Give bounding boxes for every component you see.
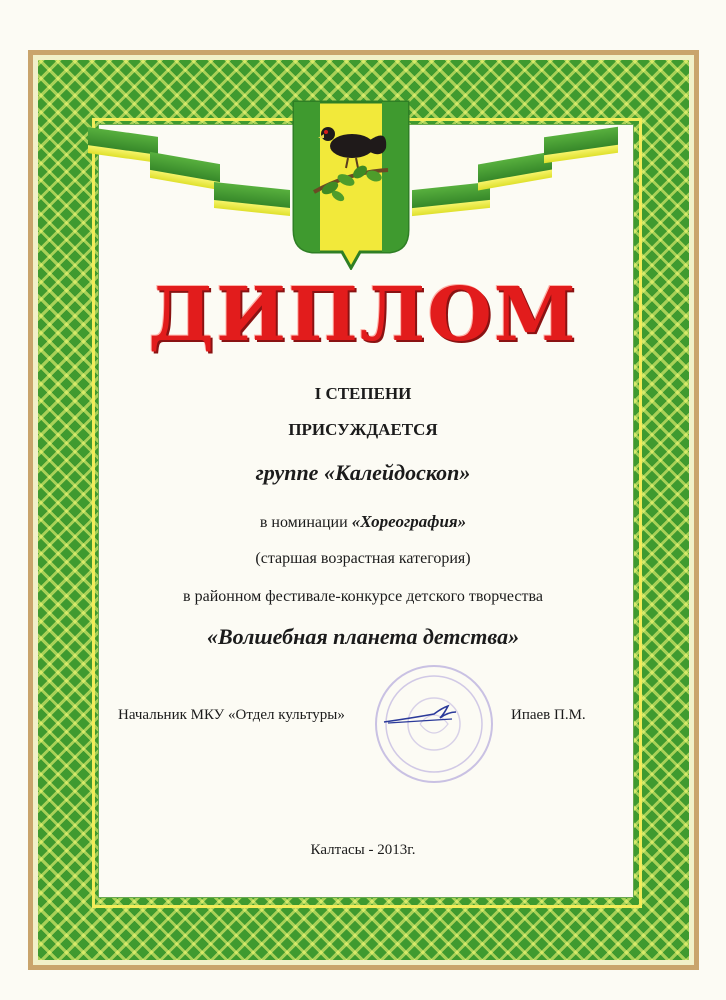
diploma-heading: ДИПЛОМ — [148, 272, 578, 358]
signatory-name: Ипаев П.М. — [511, 707, 586, 723]
degree-text: I СТЕПЕНИ — [314, 384, 412, 403]
coat-of-arms-icon — [290, 100, 412, 270]
recipient-text: группе «Калейдоскоп» — [255, 460, 471, 485]
event-line: в районном фестивале-конкурсе детского творчества — [183, 588, 543, 605]
place-date: Калтасы - 2013г. — [310, 842, 416, 858]
category-text: (старшая возрастная категория) — [255, 550, 471, 567]
nomination-name: «Хореография» — [351, 512, 467, 531]
signature-icon — [382, 700, 462, 726]
signatory-title: Начальник МКУ «Отдел культуры» — [118, 707, 345, 723]
awarded-text: ПРИСУЖДАЕТСЯ — [288, 420, 438, 439]
nomination-prefix: в номинации — [259, 514, 352, 531]
event-name: «Волшебная планета детства» — [206, 624, 520, 649]
nomination-line — [0, 512, 726, 532]
